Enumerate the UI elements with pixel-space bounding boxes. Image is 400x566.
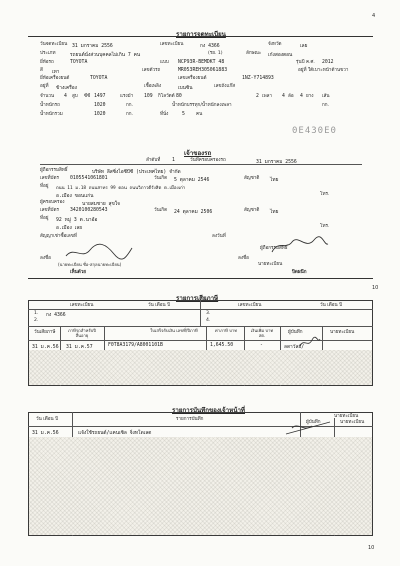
seat-unit: คน — [196, 112, 203, 117]
stamp-left-label: เห็นด้วย — [70, 270, 86, 275]
wheel-label: ล้อ — [288, 94, 294, 99]
weight-unit: กก. — [126, 103, 134, 108]
occupier-dob-label: วันเกิด — [154, 208, 168, 213]
owner-order-value: 1 — [172, 158, 175, 163]
dob-label: วันเกิด — [154, 176, 168, 181]
contract-date-label: ลงวันที่ — [212, 234, 226, 239]
address-value: ถนน 11 ม.18 ถนนสาทร 99 ดอน ถนนวิภาวดีรังสิต ต.เมืองเก่า — [56, 186, 186, 191]
tax-row4-n: 4. — [206, 318, 211, 323]
weight-value: 1020 — [94, 103, 106, 108]
tax-r1-fine: - — [260, 343, 263, 348]
tax-r1-recorder: ลดาวัลย์/ — [284, 345, 305, 350]
engine-no-label: เลขเครื่องยนต์ — [178, 76, 207, 81]
owner-order-label: ลำดับที่ — [146, 158, 161, 163]
notes-h-date: วัน เดือน ปี — [36, 417, 59, 422]
tire-label: ยาง — [306, 94, 314, 99]
tax-title: รายการเสียภาษี — [176, 295, 219, 302]
address-label: ที่อยู่ — [40, 184, 49, 189]
engine-brand-value: TOYOTA — [90, 76, 108, 81]
load-unit: กก. — [322, 103, 330, 108]
notes-r1-date: 31 ม.ค.56 — [32, 431, 59, 436]
tax-h-receipt: ใบเสร็จรับเงิน เลขที่/ปีภาษี — [150, 328, 198, 333]
tax-col-date: วัน เดือน ปี — [148, 303, 171, 308]
color-value: เทา — [52, 70, 60, 75]
cc-label: ซีซี — [84, 94, 91, 99]
chassis-location: อยู่ที่ ใต้เบาะหน้าด้านขวา — [298, 68, 349, 73]
id-value: 0105541061801 — [70, 176, 108, 181]
character-value: เก๋งสองตอน — [268, 53, 293, 58]
possessor-signature-label: ผู้ถือกรรมสิทธิ์ — [260, 246, 288, 251]
tax-empty-rows-pattern — [29, 350, 372, 385]
registrar-signature-left — [64, 242, 134, 262]
fuel-value: เบนซิน — [178, 86, 193, 91]
tax-col-plate: เลขทะเบียน — [70, 303, 94, 308]
possessor-signature-right — [270, 236, 330, 256]
province-value: เลย — [300, 44, 308, 49]
occupier-value: นายสมชาย สุขใจ — [82, 202, 120, 207]
address-line2: อ.เมือง ขอนแก่น — [56, 194, 94, 199]
notes-h-recorder: ผู้บันทึก — [306, 420, 321, 425]
plate-value: กง 4366 — [200, 44, 220, 49]
registrar-signature-label: ลงชื่อ — [40, 256, 51, 261]
contract-no-label: สัญญาเช่าซื้อเลขที่ — [40, 234, 77, 239]
axle-value: 2 — [256, 94, 259, 99]
possessor-value: บริษัท ลีสซิ่งไอซีบีซี (ประเทศไทย) จำกัด — [92, 170, 181, 175]
engine-brand-label: ยี่ห้อเครื่องยนต์ — [40, 76, 70, 81]
year-value: 2012 — [322, 60, 334, 65]
registrar-role-right: นายทะเบียน — [258, 262, 283, 267]
reg-date-value: 31 มกราคม 2556 — [72, 44, 113, 49]
registrar-name-line: (นายทะเบียน ชื่อ-สกุลนายทะเบียน) — [58, 262, 122, 267]
occupier-dob-value: 24 ตุลาคม 2506 — [174, 210, 213, 215]
tire-unit: เส้น — [322, 94, 330, 99]
nationality-label: สัญชาติ — [244, 176, 260, 181]
tax-row2-n: 2. — [34, 318, 39, 323]
tax-h-paydate: วันเสียภาษี — [34, 330, 56, 335]
tax-h-fine: เงินเพิ่ม บาท สต. — [250, 328, 274, 338]
engine-no-value: 1NZ-Y714893 — [242, 76, 274, 81]
stamp-right-label: ปิดผนึก — [292, 270, 307, 275]
occupier-id-label: เลขที่บัตร — [40, 208, 59, 213]
axle-label: เพลา — [262, 94, 272, 99]
gas-label: เลขถังแก๊ส — [214, 84, 236, 89]
year-label: รุ่นปี ค.ศ. — [296, 60, 315, 65]
cyl-label: จำนวน — [40, 94, 55, 99]
notes-h-sig: นายทะเบียน — [340, 420, 365, 425]
notes-title: รายการบันทึกของเจ้าหน้าที่ — [172, 407, 245, 414]
reg-date-label: วันจดทะเบียน — [40, 42, 68, 47]
weight-label: น้ำหนักรถ — [40, 103, 60, 108]
cc-value: 1497 — [94, 94, 106, 99]
tax-row3-n: 3. — [206, 311, 211, 316]
document-serial-watermark: 0E430E0 — [292, 126, 337, 136]
brand-value: TOYOTA — [70, 60, 88, 65]
seat-value: 5 — [182, 112, 185, 117]
type-value: รถยนต์นั่งส่วนบุคคลไม่เกิน 7 คน — [70, 53, 141, 58]
tax-col-plate2: เลขทะเบียน — [238, 303, 262, 308]
registrar-signature-sublabel: ลงชื่อ — [238, 256, 249, 261]
cyl-value: 4 — [64, 94, 67, 99]
hp-value: 109 — [144, 94, 153, 99]
tax-mid-divider — [200, 300, 201, 326]
notes-r1-signature — [284, 418, 332, 438]
color-label: สี — [40, 68, 43, 73]
cyl-unit: สูบ — [72, 94, 78, 99]
tax-section-marker: 10 — [372, 285, 379, 291]
occupier-nationality-value: ไทย — [270, 210, 279, 215]
tax-r1-until: 31 ม.ค.57 — [66, 345, 93, 350]
tax-h-amount: ค่าภาษี บาท — [214, 328, 238, 333]
registration-top-rule — [28, 36, 373, 37]
total-value: 1020 — [94, 112, 106, 117]
owner-header-rule — [40, 164, 362, 165]
tire-value: 4 — [300, 94, 303, 99]
load-label: น้ำหนักบรรทุก/น้ำหนักลงเพลา — [172, 103, 232, 108]
occupier-address-value: 92 หมู่ 3 ต.นาอ้อ — [56, 218, 98, 223]
tax-r1-amount: 1,645.50 — [210, 343, 234, 348]
hp-label: แรงม้า — [120, 94, 134, 99]
tax-r1-paydate: 31 ม.ค.56 — [32, 345, 59, 350]
tax-h-until: ภาษีรถสำหรับปี สิ้นอายุ — [68, 328, 96, 338]
chassis-value: MR053REH305061883 — [178, 68, 228, 73]
model-label: แบบ — [160, 60, 169, 65]
tax-r1-recorder-signature — [298, 336, 322, 350]
occupier-address-line2: อ.เมือง เลย — [56, 226, 83, 231]
total-label: น้ำหนักรวม — [40, 112, 63, 117]
seat-label: ที่นั่ง — [160, 112, 169, 117]
notes-h-registrar: นายทะเบียน — [334, 414, 359, 419]
id-label: เลขที่บัตร — [40, 176, 59, 181]
occupier-label: ผู้ครอบครอง — [40, 200, 65, 205]
plate-label: เลขทะเบียน — [160, 42, 184, 47]
model-value: NCP93R-BEMDKT 48 — [178, 60, 225, 65]
tax-h-registrar: นายทะเบียน — [330, 330, 355, 335]
owner-title: เจ้าของรถ — [184, 150, 212, 157]
possessor-label: ผู้ถือกรรมสิทธิ์ — [40, 168, 68, 173]
rtype-label: (รย. 1) — [208, 51, 223, 56]
possession-date-label: วันที่ครอบครองรถ — [190, 158, 226, 163]
engine-loc-value: ข้างเครื่อง — [56, 86, 77, 91]
tax-r1-receipt: F0T8A3179/A8001101B — [108, 343, 163, 348]
notes-empty-rows-pattern — [29, 437, 372, 535]
kw-label: กิโลวัตต์ — [158, 94, 175, 99]
occupier-address-label: ที่อยู่ — [40, 216, 49, 221]
tel-label: โทร. — [320, 192, 330, 197]
nationality-value: ไทย — [270, 178, 279, 183]
wheel-value: 4 — [282, 94, 285, 99]
tax-header-rule — [28, 309, 373, 310]
notes-h-item: รายการบันทึก — [176, 417, 204, 422]
total-unit: กก. — [126, 112, 134, 117]
occupier-nationality-label: สัญชาติ — [244, 208, 260, 213]
tax-h-recorder: ผู้บันทึก — [288, 330, 303, 335]
dob-value: 5 ตุลาคม 2546 — [174, 178, 210, 183]
registration-title: รายการจดทะเบียน — [176, 31, 226, 38]
occupier-id-value: 3420100280543 — [70, 208, 108, 213]
tax-row1-n: 1. — [34, 311, 39, 316]
occupier-tel-label: โทร. — [320, 224, 330, 229]
chassis-label: เลขตัวรถ — [142, 68, 161, 73]
kw-value: 80 — [176, 94, 182, 99]
tax-row1-plate: กง 4366 — [46, 313, 66, 318]
owner-bottom-rule — [28, 278, 373, 279]
character-label: ลักษณะ — [246, 51, 262, 56]
fuel-label: เชื้อเพลิง — [144, 84, 162, 89]
page-number-top: 4 — [372, 13, 376, 19]
province-label: จังหวัด — [268, 42, 282, 47]
possession-date-value: 31 มกราคม 2556 — [256, 160, 297, 165]
page-number-bottom: 10 — [368, 545, 375, 551]
tax-col-date2: วัน เดือน ปี — [320, 303, 343, 308]
type-label: ประเภท — [40, 51, 56, 56]
brand-label: ยี่ห้อรถ — [40, 60, 54, 65]
notes-r1-text: แจ้งใช้รถยนต์/แคนเซิล จิ่งทโดเลต — [78, 431, 152, 436]
engine-loc-label: อยู่ที่ — [40, 84, 49, 89]
